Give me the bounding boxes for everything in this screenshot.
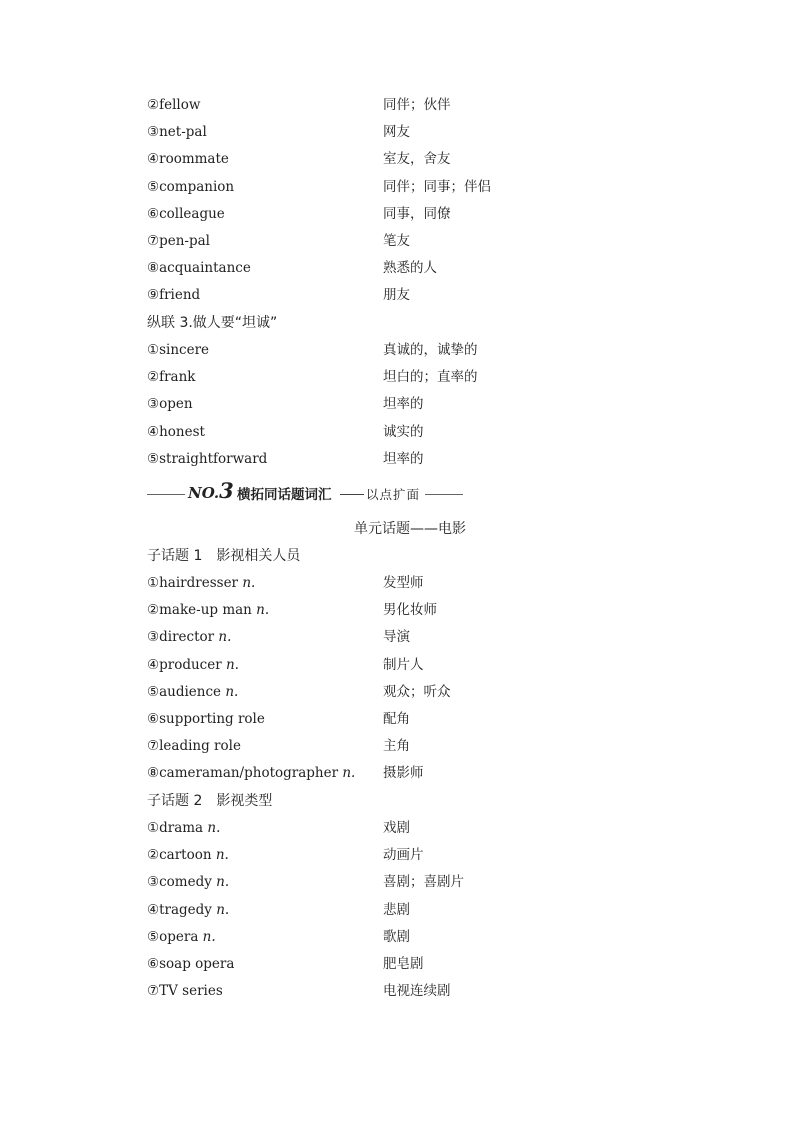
english-term: [147, 979, 223, 1003]
english-word: acquaintance: [159, 260, 251, 277]
chinese-meaning: 笔友: [383, 233, 410, 249]
english-word: pen-pal: [159, 233, 211, 249]
vocab-row: [147, 120, 707, 144]
list-marker: ⑦: [147, 738, 160, 755]
english-word: friend: [159, 287, 201, 304]
list-marker: ⑧: [147, 765, 160, 782]
chinese-meaning: 动画片: [383, 847, 424, 864]
english-term: [147, 925, 216, 949]
english-term: [147, 338, 209, 362]
english-term: [147, 816, 220, 840]
part-of-speech: n.: [256, 602, 270, 619]
chinese-meaning: 同伴；伙伴: [383, 97, 451, 113]
english-word: colleague: [159, 205, 225, 222]
chinese-meaning: 网友: [383, 124, 410, 141]
chinese-meaning: 朋友: [383, 287, 410, 304]
vocab-row: [147, 420, 707, 444]
vocab-row: [147, 447, 707, 471]
list-marker: ②: [147, 847, 160, 864]
english-term: [147, 761, 355, 785]
english-word: opera: [159, 928, 199, 945]
chinese-meaning: 戏剧: [383, 820, 410, 836]
english-word: roommate: [159, 151, 229, 168]
vocab-row: [147, 653, 707, 677]
chinese-meaning: 坦白的；直率的: [383, 369, 478, 386]
vocab-row: [147, 898, 707, 922]
chinese-meaning: 配角: [383, 711, 410, 727]
vocab-row: [147, 93, 707, 117]
english-word: net-pal: [159, 124, 207, 141]
english-term: [147, 93, 200, 117]
english-term: [147, 365, 195, 389]
vocab-row: [147, 392, 707, 416]
english-word: cameraman/photographer: [159, 765, 339, 782]
english-term: [147, 734, 241, 758]
english-word: cartoon: [159, 847, 212, 864]
english-word: soap opera: [159, 956, 235, 972]
list-marker: ①: [147, 820, 160, 836]
banner-number: NO.3: [188, 478, 234, 503]
part-of-speech: n.: [207, 820, 221, 836]
subtopic-2-heading: 子话题 2 影视类型: [147, 793, 273, 809]
vocab-row: [147, 979, 707, 1003]
english-word: straightforward: [159, 450, 268, 467]
vocab-row: [147, 256, 707, 280]
vocab-row: [147, 734, 707, 758]
banner-title: 横拓同话题词汇: [237, 487, 332, 503]
vocab-row: [147, 680, 707, 704]
list-marker: ⑨: [147, 287, 160, 304]
list-marker: ②: [147, 602, 160, 619]
list-marker: ⑤: [147, 683, 160, 700]
english-word: open: [159, 396, 193, 413]
part-of-speech: n.: [342, 765, 356, 782]
chinese-meaning: 肥皂剧: [383, 956, 424, 972]
list-marker: ③: [147, 629, 160, 646]
section-heading-honesty: 纵联 3.做人要“坦诚”: [147, 315, 278, 331]
list-marker: ⑦: [147, 983, 160, 1000]
english-word: honest: [159, 423, 205, 440]
chinese-meaning: 熟悉的人: [383, 260, 437, 277]
list-marker: ②: [147, 369, 160, 386]
english-term: [147, 147, 229, 171]
vocab-row: [147, 870, 707, 894]
part-of-speech: n.: [242, 575, 256, 591]
banner-dash: [340, 494, 364, 495]
english-term: [147, 680, 238, 704]
list-marker: ④: [147, 901, 160, 918]
english-word: audience: [159, 683, 222, 700]
part-of-speech: n.: [218, 629, 232, 646]
english-term: [147, 707, 265, 731]
chinese-meaning: 悲剧: [383, 901, 410, 918]
banner-left-rule: [147, 494, 185, 495]
english-term: [147, 392, 193, 416]
vocab-row: [147, 283, 707, 307]
vocab-row: [147, 202, 707, 226]
list-marker: ④: [147, 423, 160, 440]
subtopic-1-heading: 子话题 1 影视相关人员: [147, 548, 301, 564]
list-marker: ④: [147, 656, 160, 673]
chinese-meaning: 歌剧: [383, 928, 410, 945]
vocab-row: [147, 925, 707, 949]
english-term: [147, 625, 231, 649]
part-of-speech: n.: [216, 901, 230, 918]
part-of-speech: n.: [216, 874, 230, 891]
english-word: supporting role: [159, 711, 265, 727]
chinese-meaning: 导演: [383, 629, 410, 646]
vocab-row: [147, 338, 707, 362]
english-term: [147, 843, 229, 867]
english-word: producer: [159, 656, 222, 673]
chinese-meaning: 观众；听众: [383, 683, 451, 700]
english-word: TV series: [159, 983, 223, 1000]
english-term: [147, 229, 210, 253]
english-term: [147, 447, 267, 471]
chinese-meaning: 主角: [383, 738, 410, 755]
list-marker: ⑦: [147, 233, 160, 249]
english-term: [147, 870, 229, 894]
chinese-meaning: 电视连续剧: [383, 983, 451, 1000]
chinese-meaning: 男化妆师: [383, 602, 437, 619]
english-word: tragedy: [159, 901, 212, 918]
list-marker: ①: [147, 342, 160, 358]
english-word: drama: [159, 820, 204, 836]
list-marker: ④: [147, 151, 160, 168]
chinese-meaning: 摄影师: [383, 765, 424, 782]
part-of-speech: n.: [215, 847, 229, 864]
english-word: companion: [159, 178, 235, 195]
english-term: [147, 571, 255, 595]
vocab-row: [147, 571, 707, 595]
chinese-meaning: 制片人: [383, 656, 424, 673]
vocab-row: [147, 952, 707, 976]
english-term: [147, 175, 234, 199]
english-word: hairdresser: [159, 575, 239, 591]
vocab-row: [147, 229, 707, 253]
vocab-row: [147, 175, 707, 199]
chinese-meaning: 坦率的: [383, 396, 424, 413]
list-marker: ⑥: [147, 711, 160, 727]
chinese-meaning: 发型师: [383, 575, 424, 591]
vocab-row: [147, 761, 707, 785]
list-marker: ③: [147, 874, 160, 891]
chinese-meaning: 室友，舍友: [383, 151, 451, 168]
english-word: director: [159, 629, 215, 646]
english-term: [147, 256, 251, 280]
english-term: [147, 120, 207, 144]
list-marker: ①: [147, 575, 160, 591]
vocab-row: [147, 147, 707, 171]
english-term: [147, 202, 225, 226]
english-word: frank: [159, 369, 196, 386]
list-marker: ③: [147, 396, 160, 413]
english-term: [147, 952, 234, 976]
chinese-meaning: 同伴；同事；伴侣: [383, 178, 491, 195]
part-of-speech: n.: [202, 928, 216, 945]
chinese-meaning: 真诚的，诚挚的: [383, 342, 478, 358]
english-word: leading role: [159, 738, 241, 755]
chinese-meaning: 坦率的: [383, 450, 424, 467]
english-word: make-up man: [159, 602, 252, 619]
unit-title: 单元话题——电影: [354, 521, 466, 537]
english-term: [147, 898, 229, 922]
list-marker: ⑧: [147, 260, 160, 277]
vocab-row: [147, 625, 707, 649]
english-term: [147, 653, 239, 677]
list-marker: ⑥: [147, 205, 160, 222]
list-marker: ②: [147, 97, 160, 113]
list-marker: ⑤: [147, 450, 160, 467]
english-word: fellow: [159, 97, 201, 113]
part-of-speech: n.: [225, 656, 239, 673]
english-term: [147, 283, 200, 307]
english-term: [147, 420, 205, 444]
chinese-meaning: 喜剧；喜剧片: [383, 874, 464, 891]
vocab-row: [147, 598, 707, 622]
chinese-meaning: 同事，同僚: [383, 205, 451, 222]
list-marker: ⑤: [147, 178, 160, 195]
vocab-row: [147, 816, 707, 840]
vocab-row: [147, 843, 707, 867]
vocab-row: [147, 707, 707, 731]
banner-subtitle: 以点扩面: [366, 487, 421, 502]
chinese-meaning: 诚实的: [383, 423, 424, 440]
list-marker: ⑤: [147, 928, 160, 945]
part-of-speech: n.: [225, 683, 239, 700]
list-marker: ③: [147, 124, 160, 141]
vocab-row: [147, 365, 707, 389]
english-word: comedy: [159, 874, 212, 891]
english-word: sincere: [159, 342, 210, 358]
english-term: [147, 598, 269, 622]
banner-right-rule: [425, 494, 463, 495]
list-marker: ⑥: [147, 956, 160, 972]
